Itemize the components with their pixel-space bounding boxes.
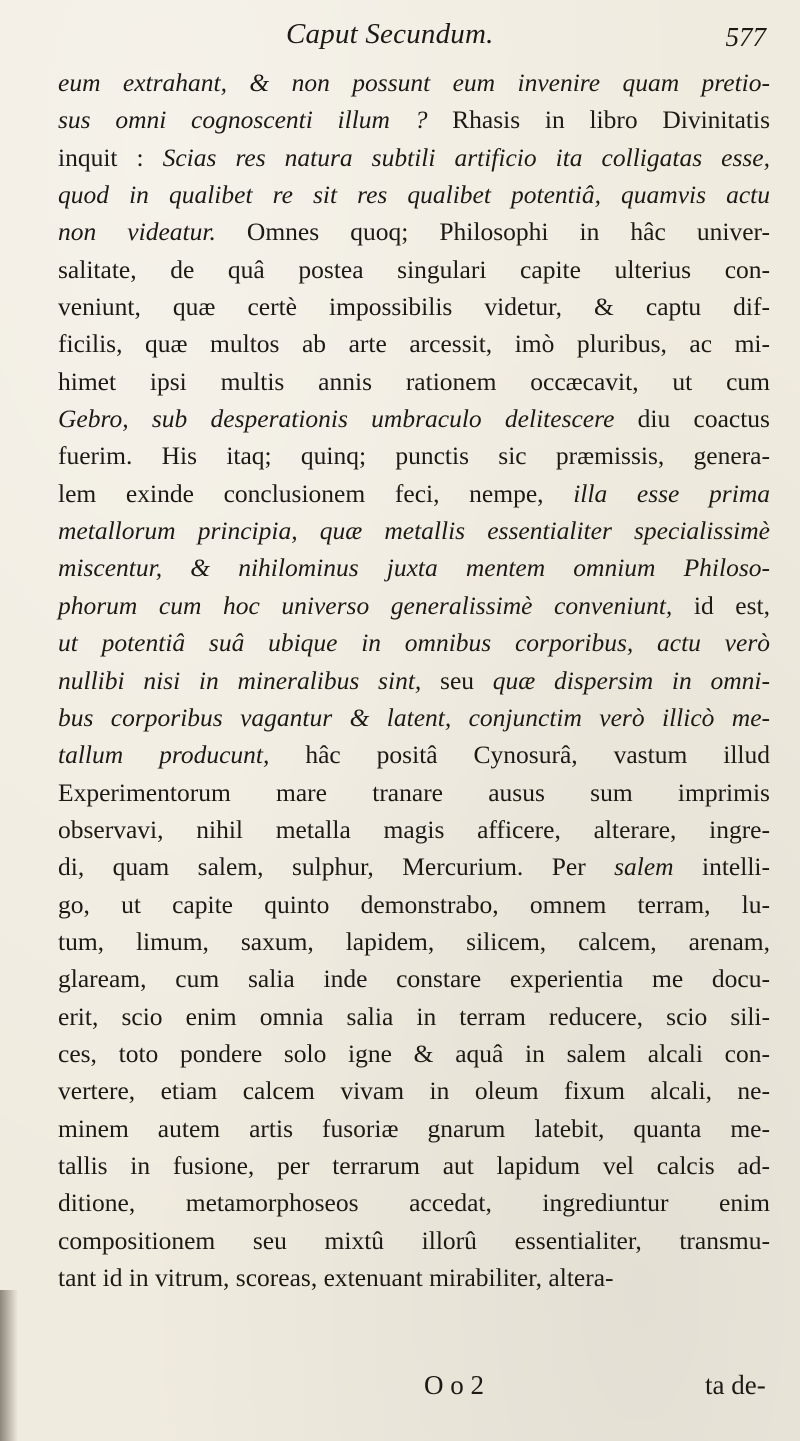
- text-line: [58, 886, 770, 923]
- text-line: [58, 923, 770, 960]
- text-line: [58, 176, 770, 213]
- body-text: [58, 64, 770, 1296]
- signature-mark: O o 2: [424, 1370, 484, 1400]
- text-segment: eum extrahant, & non possunt eum invenire quam pretio-: [58, 68, 770, 97]
- text-segment: lem exinde conclusionem feci, nempe,: [58, 478, 574, 508]
- text-line: [58, 549, 770, 586]
- text-line: [58, 960, 770, 997]
- text-line: [58, 101, 770, 138]
- catchword: ta de-: [705, 1370, 766, 1400]
- text-line: [58, 587, 770, 624]
- text-segment: observavi, nihil metalla magis afficere, alterare, ingre-: [58, 814, 770, 844]
- page-number: 577: [725, 22, 766, 52]
- text-segment: quod in qualibet re sit res qualibet potentiâ, quamvis actu: [58, 180, 770, 210]
- text-line: [58, 736, 770, 773]
- text-line: [58, 213, 770, 250]
- text-segment: Rhasis in libro Divinitatis: [452, 105, 770, 135]
- text-segment: miscentur, & nihilominus juxta mentem omnium Philoso-: [58, 553, 770, 583]
- text-line: [58, 848, 770, 885]
- text-line: [58, 251, 770, 288]
- text-segment: nullibi nisi in mineralibus sint,: [58, 665, 441, 695]
- text-line: [58, 1035, 770, 1072]
- text-segment: ficilis, quæ multos ab arte arcessit, imò pluribus, ac mi-: [58, 329, 770, 359]
- text-segment: tum, limum, saxum, lapidem, silicem, calcem, arenam,: [58, 926, 770, 956]
- text-line: [58, 624, 770, 661]
- text-segment: ut potentiâ suâ ubique in omnibus corporibus, actu verò: [58, 628, 770, 658]
- text-segment: id est,: [693, 590, 770, 620]
- text-line: [58, 811, 770, 848]
- text-line: [58, 1259, 770, 1296]
- text-segment: vertere, etiam calcem vivam in oleum fixum alcali, ne-: [58, 1076, 770, 1106]
- text-segment: Scias res natura subtili artificio ita colligatas esse,: [162, 142, 770, 172]
- text-segment: salem: [614, 852, 674, 882]
- text-segment: hâc positâ Cynosurâ, vastum illud: [305, 740, 770, 770]
- text-segment: salitate, de quâ postea singulari capite ulterius con-: [58, 254, 770, 284]
- text-segment: ditione, metamorphoseos accedat, ingrediuntur enim: [58, 1188, 770, 1218]
- text-segment: go, ut capite quinto demonstrabo, omnem terram, lu-: [58, 889, 770, 919]
- text-segment: tallis in fusione, per terrarum aut lapidum vel calcis ad-: [58, 1150, 770, 1180]
- text-line: [58, 437, 770, 474]
- text-line: [58, 363, 770, 400]
- text-segment: seu: [440, 665, 493, 695]
- text-segment: erit, scio enim omnia salia in terram reducere, scio sili-: [58, 1001, 770, 1031]
- text-line: [58, 699, 770, 736]
- text-segment: minem autem artis fusoriæ gnarum latebit, quanta me-: [58, 1113, 770, 1143]
- text-segment: diu coactus: [637, 404, 770, 434]
- text-segment: di, quam salem, sulphur, Mercurium. Per: [58, 852, 615, 882]
- text-line: [58, 512, 770, 549]
- page-footer: [0, 1370, 800, 1410]
- text-line: [58, 64, 770, 101]
- text-line: [58, 475, 770, 512]
- text-line: [58, 1184, 770, 1221]
- text-segment: veniunt, quæ certè impossibilis videtur, & captu dif-: [58, 292, 770, 322]
- text-segment: glaream, cum salia inde constare experientia me docu-: [58, 964, 770, 994]
- text-line: [58, 288, 770, 325]
- text-line: [58, 998, 770, 1035]
- text-line: [58, 1222, 770, 1259]
- text-segment: inquit :: [58, 142, 163, 172]
- text-segment: non videatur.: [58, 217, 247, 247]
- running-head: Caput Secundum.: [286, 18, 494, 50]
- text-line: [58, 139, 770, 176]
- text-segment: Omnes quoq; Philosophi in hâc univer-: [246, 217, 770, 247]
- text-segment: tant id in vitrum, scoreas, extenuant mirabiliter, altera-: [58, 1263, 614, 1292]
- page-header: [0, 14, 800, 54]
- text-line: [58, 1110, 770, 1147]
- text-segment: Experimentorum mare tranare ausus sum imprimis: [58, 777, 770, 807]
- text-segment: tallum producunt,: [58, 740, 306, 770]
- text-segment: phorum cum hoc universo generalissimè conveniunt,: [58, 590, 694, 620]
- text-segment: compositionem seu mixtû illorû essentialiter, transmu-: [58, 1225, 770, 1255]
- text-segment: illa esse prima: [573, 478, 770, 508]
- text-segment: intelli-: [673, 852, 771, 882]
- text-line: [58, 774, 770, 811]
- text-line: [58, 325, 770, 362]
- text-line: [58, 1147, 770, 1184]
- text-segment: bus corporibus vagantur & latent, conjunctim verò illicò me-: [58, 702, 770, 732]
- text-segment: fuerim. His itaq; quinq; punctis sic præmissis, genera-: [58, 441, 770, 471]
- text-segment: metallorum principia, quæ metallis essentialiter specialissimè: [58, 516, 770, 546]
- text-line: [58, 400, 770, 437]
- text-segment: sus omni cognoscenti illum ?: [58, 105, 453, 135]
- text-segment: himet ipsi multis annis rationem occæcavit, ut cum: [58, 366, 770, 396]
- text-line: [58, 662, 770, 699]
- text-segment: ces, toto pondere solo igne & aquâ in salem alcali con-: [58, 1038, 770, 1068]
- text-segment: quæ dispersim in omni-: [492, 665, 770, 695]
- binding-shadow: [0, 1290, 18, 1441]
- text-segment: Gebro, sub desperationis umbraculo delitescere: [58, 404, 638, 434]
- text-line: [58, 1072, 770, 1109]
